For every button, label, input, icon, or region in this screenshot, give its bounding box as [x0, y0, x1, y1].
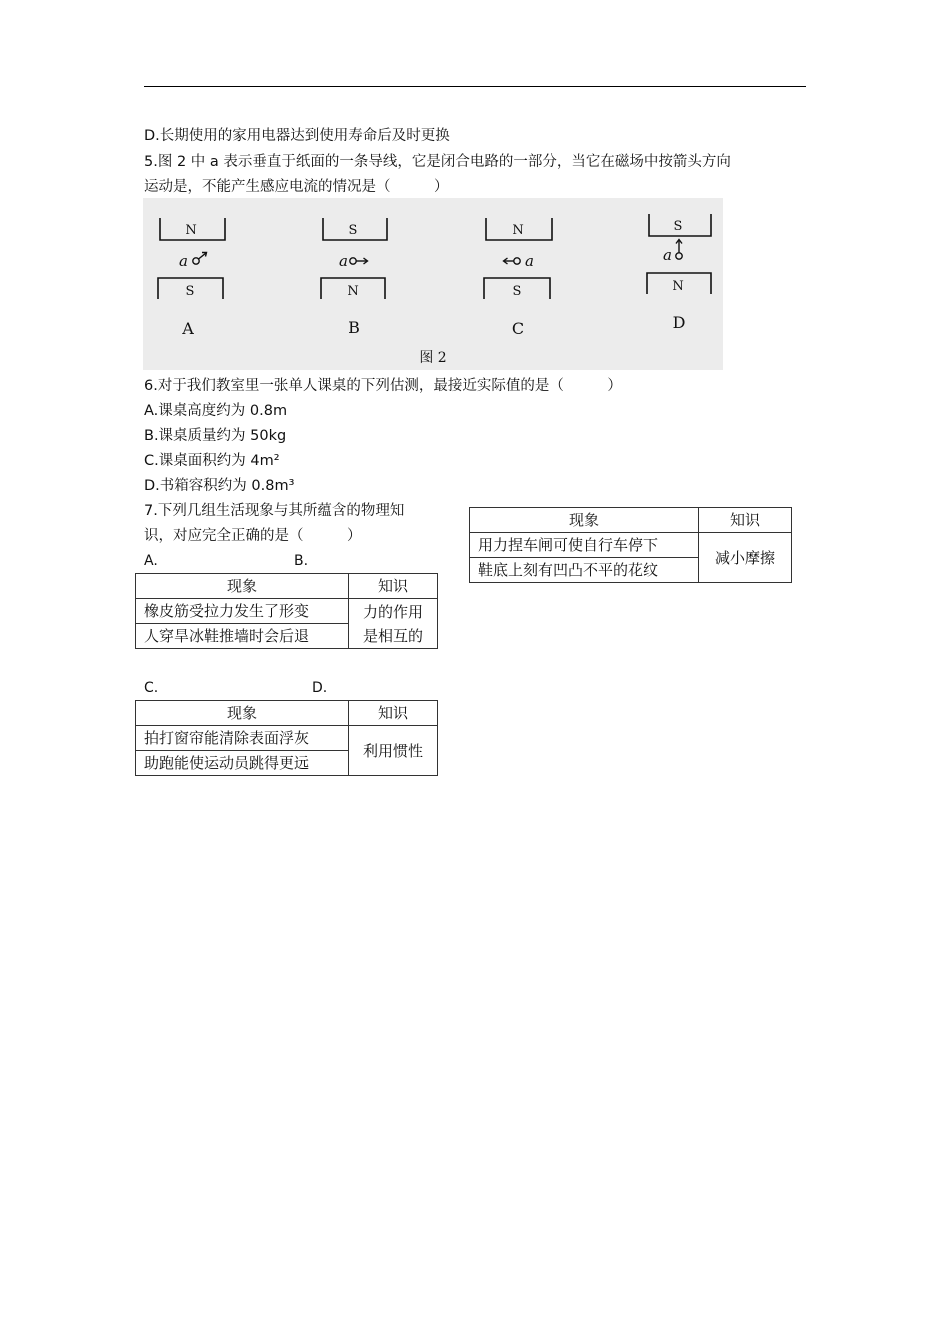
pole-c-bottom: S	[512, 284, 522, 299]
q6-stem: 6.对于我们教室里一张单人课桌的下列估测，最接近实际值的是（ ）	[144, 378, 622, 394]
pole-b-bottom: N	[347, 284, 359, 299]
wire-b	[350, 258, 356, 264]
q6-option-d: D.书箱容积约为 0.8m³	[144, 478, 295, 494]
table-a-row-2: 人穿旱冰鞋推墙时会后退	[136, 624, 349, 649]
q7-label-b: B.	[294, 553, 309, 569]
table-a-header-phenomenon: 现象	[136, 574, 349, 599]
table-option-a	[135, 573, 438, 649]
table-b-header-phenomenon: 现象	[470, 508, 699, 533]
wire-c	[514, 258, 520, 264]
table-b-header-knowledge: 知识	[699, 508, 792, 533]
q4-option-d: D.长期使用的家用电器达到使用寿命后及时更换	[144, 128, 450, 144]
table-b-knowledge: 减小摩擦	[699, 533, 792, 583]
figure-caption: 图 2	[419, 350, 447, 366]
wire-label-d: a	[663, 246, 672, 264]
table-b-row-2: 鞋底上刻有凹凸不平的花纹	[470, 558, 699, 583]
figure-2-magnets	[143, 198, 723, 370]
q6-option-c: C.课桌面积约为 4m²	[144, 453, 280, 469]
table-a-knowledge-line1: 力的作用	[362, 602, 423, 621]
table-c-row-2: 助跑能使运动员跳得更远	[136, 751, 349, 776]
q7-label-c: C.	[144, 680, 159, 696]
panel-label-b: B	[348, 318, 360, 337]
pole-c-top: N	[512, 223, 524, 238]
q6-option-b: B.课桌质量约为 50kg	[144, 428, 287, 444]
q7-stem-line2: 识，对应完全正确的是（ ）	[144, 528, 362, 544]
table-c-row-1: 拍打窗帘能清除表面浮灰	[136, 726, 349, 751]
wire-label-b: a	[339, 252, 348, 270]
table-a-header-knowledge: 知识	[349, 574, 438, 599]
panel-label-d: D	[672, 313, 686, 332]
pole-d-bottom: N	[672, 279, 684, 294]
pole-a-top: N	[185, 223, 197, 238]
q5-stem-line1: 5.图 2 中 a 表示垂直于纸面的一条导线，它是闭合电路的一部分，当它在磁场中按箭头方向	[144, 154, 731, 170]
pole-a-bottom: S	[185, 284, 195, 299]
pole-d-top: S	[673, 219, 683, 234]
pole-b-top: S	[348, 223, 358, 238]
table-option-b	[469, 507, 792, 583]
table-option-c	[135, 700, 438, 776]
wire-a	[193, 258, 199, 264]
wire-d	[676, 253, 682, 259]
table-c-header-phenomenon: 现象	[136, 701, 349, 726]
table-b-row-1: 用力捏车闸可使自行车停下	[470, 533, 699, 558]
q7-stem-line1: 7.下列几组生活现象与其所蕴含的物理知	[144, 503, 405, 519]
table-c-header-knowledge: 知识	[349, 701, 438, 726]
table-a-knowledge	[349, 599, 438, 649]
panel-label-c: C	[511, 319, 525, 338]
wire-label-c: a	[525, 252, 534, 270]
table-a-knowledge-line2: 是相互的	[362, 626, 423, 645]
q7-label-d: D.	[312, 680, 328, 696]
panel-label-a: A	[182, 319, 194, 338]
q7-label-a: A.	[144, 553, 158, 569]
table-c-knowledge: 利用惯性	[349, 726, 438, 776]
q6-option-a: A.课桌高度约为 0.8m	[144, 403, 288, 419]
table-a-row-1: 橡皮筋受拉力发生了形变	[136, 599, 349, 624]
wire-label-a: a	[179, 252, 188, 270]
header-rule	[144, 86, 806, 87]
q5-stem-line2: 运动是，不能产生感应电流的情况是（ ）	[144, 179, 449, 195]
